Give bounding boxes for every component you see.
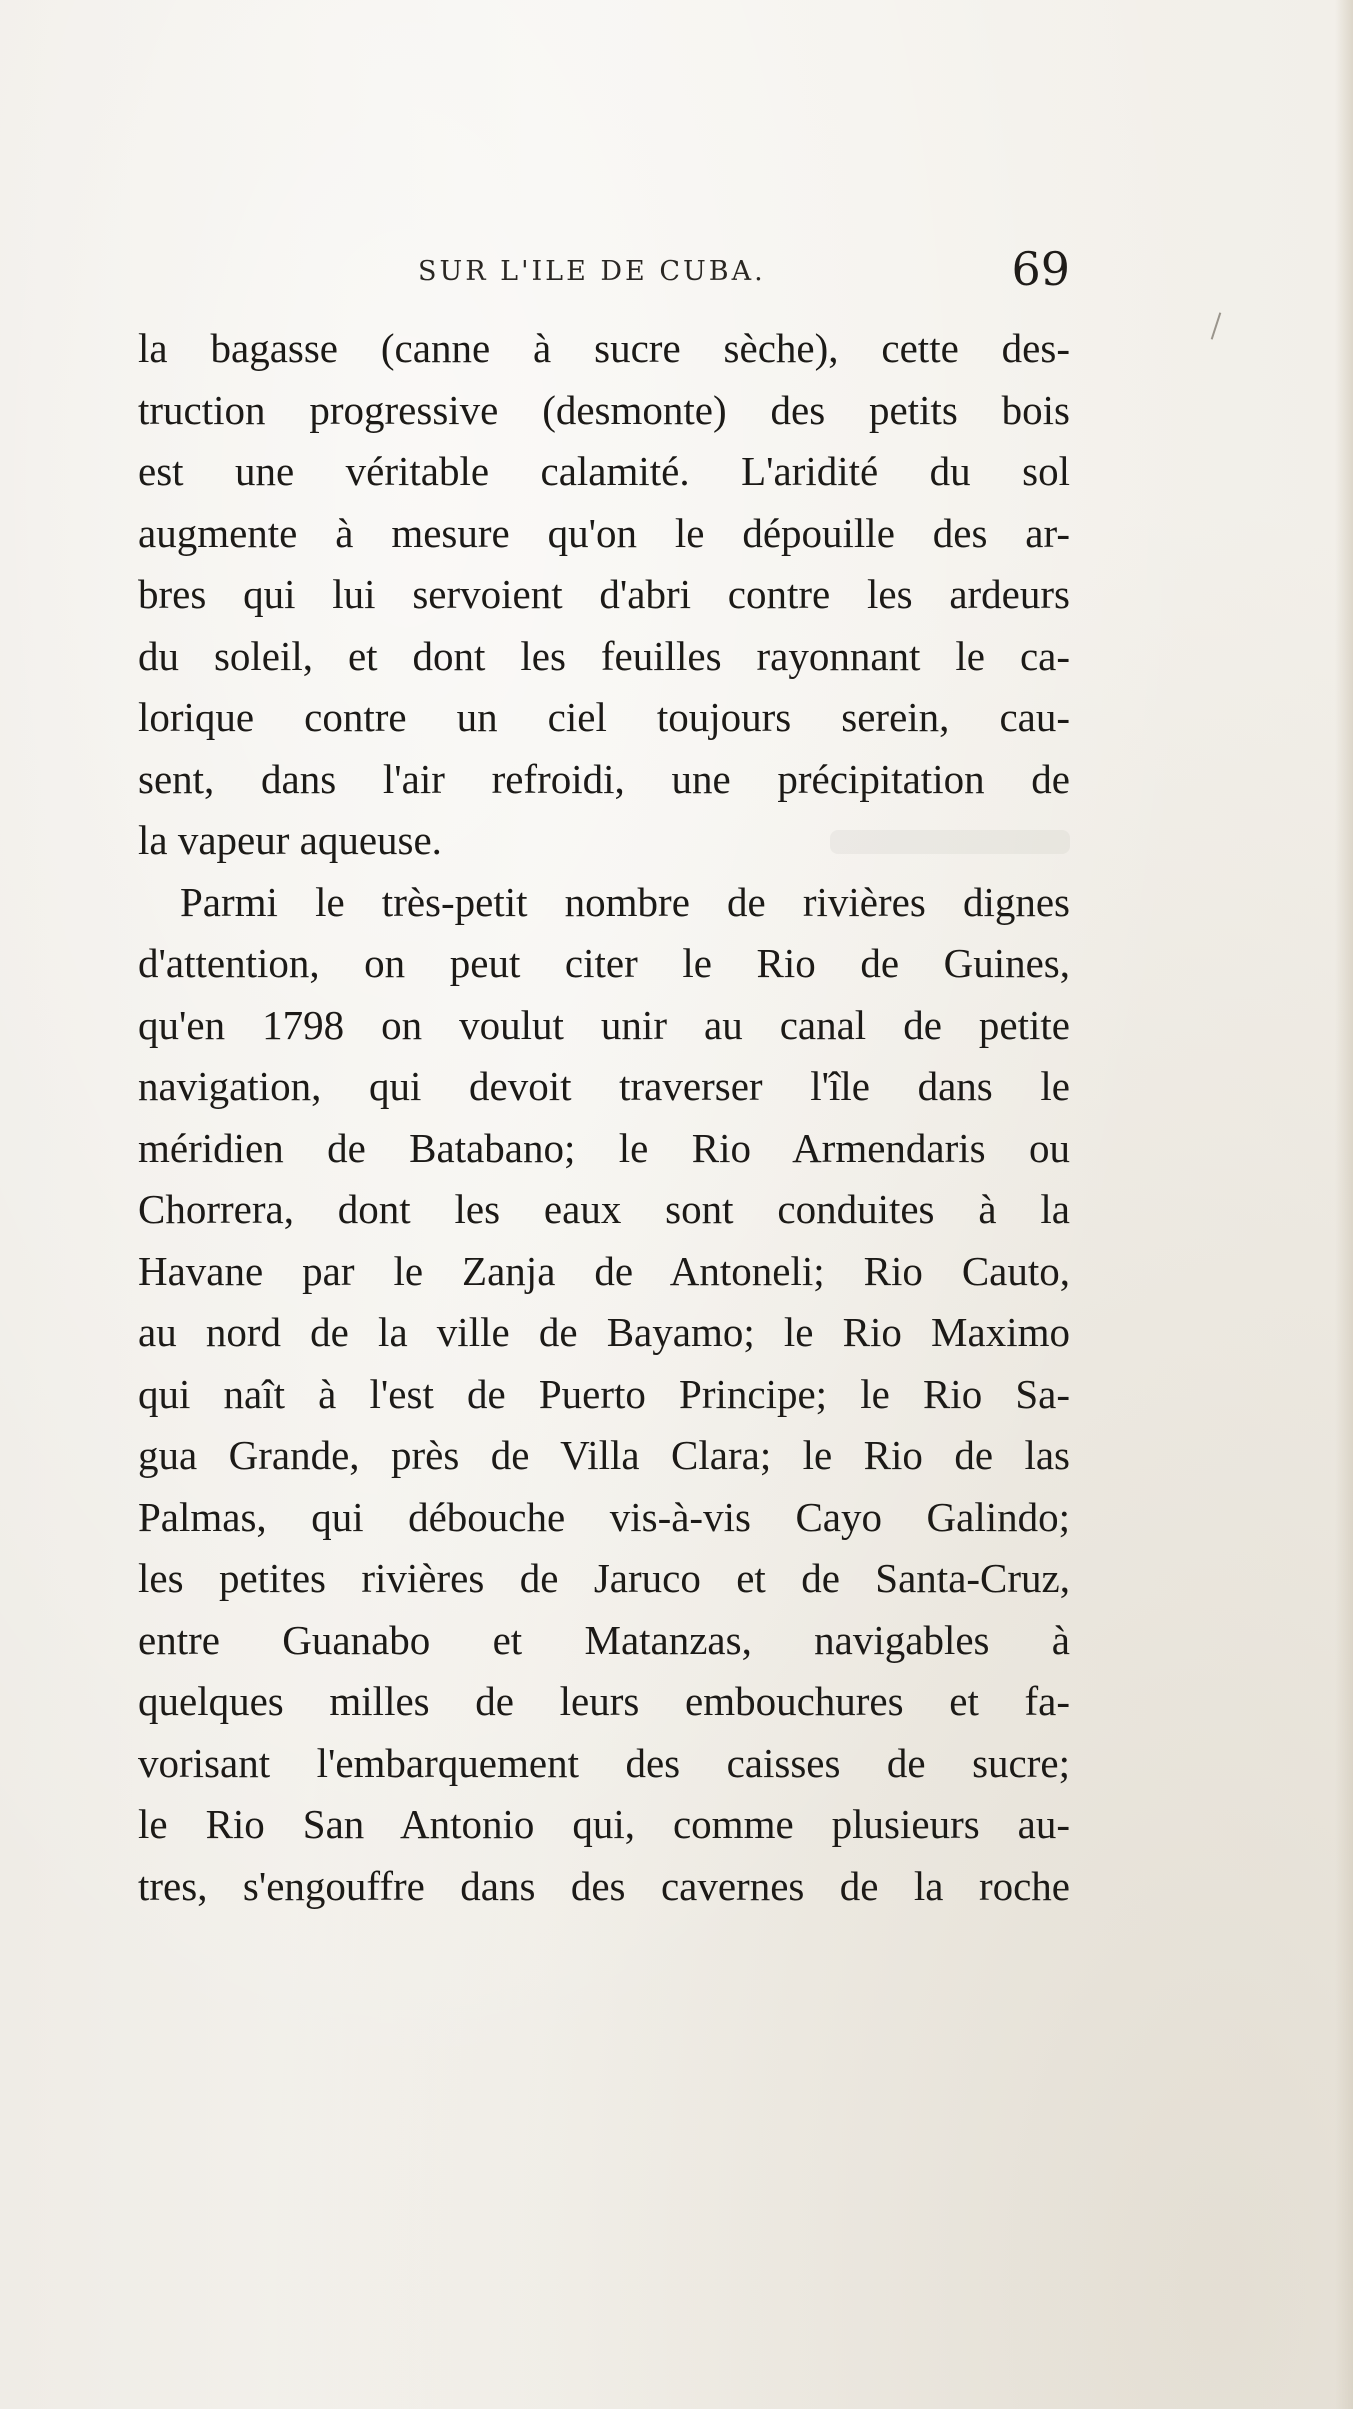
text-line: bres qui lui servoient d'abri contre les ardeurs xyxy=(138,571,1070,617)
paragraph-end-line: la vapeur aqueuse. xyxy=(138,817,442,863)
text-line: qui naît à l'est de Puerto Principe; le Rio Sa- xyxy=(138,1370,1070,1417)
text-line: truction progressive (desmonte) des petits bois xyxy=(138,386,1070,433)
text-line: Havane par le Zanja de Antoneli; Rio Cauto, xyxy=(138,1247,1070,1294)
pencil-mark xyxy=(1211,312,1222,339)
text-line: Palmas, qui débouche vis-à-vis Cayo Galindo; xyxy=(138,1493,1070,1540)
text-line: quelques milles de leurs embouchures et fa- xyxy=(138,1678,1070,1724)
text-line: méridien de Batabano; le Rio Armendaris ou xyxy=(138,1124,1070,1171)
text-line: Chorrera, dont les eaux sont conduites à la xyxy=(138,1186,1070,1232)
text-line: la bagasse (canne à sucre sèche), cette des- xyxy=(138,325,1070,371)
text-line: du soleil, et dont les feuilles rayonnant le ca- xyxy=(138,632,1070,679)
text-line: d'attention, on peut citer le Rio de Guines, xyxy=(138,940,1070,986)
text-line: au nord de la ville de Bayamo; le Rio Maximo xyxy=(138,1309,1070,1355)
page-edge-shadow xyxy=(1335,0,1353,2409)
text-line: navigation, qui devoit traverser l'île dans le xyxy=(138,1063,1070,1109)
body-text xyxy=(138,318,1070,1917)
text-line: les petites rivières de Jaruco et de Santa-Cruz, xyxy=(138,1555,1070,1601)
text-line: entre Guanabo et Matanzas, navigables à xyxy=(138,1616,1070,1663)
text-line: tres, s'engouffre dans des cavernes de la roche xyxy=(138,1862,1070,1909)
text-line: augmente à mesure qu'on le dépouille des ar- xyxy=(138,509,1070,556)
text-line: gua Grande, près de Villa Clara; le Rio de las xyxy=(138,1432,1070,1478)
text-line: lorique contre un ciel toujours serein, cau- xyxy=(138,694,1070,740)
paragraph-start-line: Parmi le très-petit nombre de rivières dignes xyxy=(180,878,1070,925)
page-number: 69 xyxy=(1011,242,1070,296)
running-title: SUR L'ILE DE CUBA. xyxy=(418,256,766,287)
text-line: vorisant l'embarquement des caisses de sucre; xyxy=(138,1739,1070,1786)
text-line: qu'en 1798 on voulut unir au canal de petite xyxy=(138,1001,1070,1048)
text-line: sent, dans l'air refroidi, une précipitation de xyxy=(138,755,1070,802)
text-line: le Rio San Antonio qui, comme plusieurs au- xyxy=(138,1801,1070,1847)
text-line: est une véritable calamité. L'aridité du sol xyxy=(138,448,1070,494)
running-head xyxy=(138,242,1070,308)
